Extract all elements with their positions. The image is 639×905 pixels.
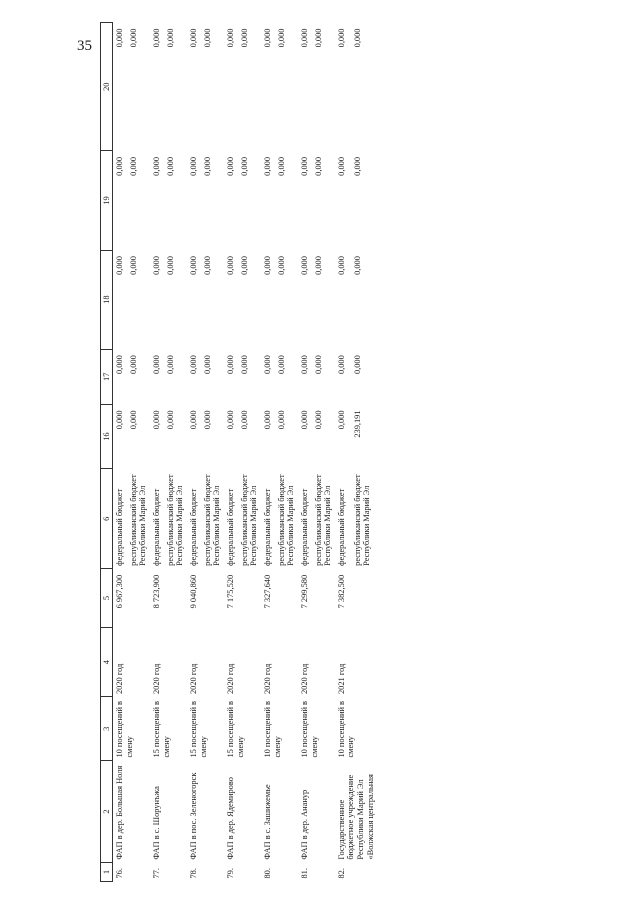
budget-source: республиканский бюджет Республики Марий Эл <box>239 474 259 566</box>
capacity: 10 посещений в смену <box>299 700 319 758</box>
value-v17: 0,000 <box>188 355 198 375</box>
table-row <box>150 23 164 882</box>
value-v17: 0,000 <box>225 355 235 375</box>
value-v16: 0,000 <box>336 410 346 430</box>
value-v18: 0,000 <box>262 256 272 275</box>
column-header: 19 <box>101 151 113 250</box>
budget-source: федеральный бюджет <box>262 488 272 566</box>
table-row <box>187 23 201 882</box>
column-header: 1 <box>101 863 113 882</box>
year: 2020 год <box>151 663 161 694</box>
value-v18: 0,000 <box>115 256 124 275</box>
value-v16: 0,000 <box>202 410 212 430</box>
column-header: 17 <box>101 349 113 404</box>
value-v18: 0,000 <box>165 256 175 275</box>
column-header: 18 <box>101 250 113 349</box>
value-v16: 0,000 <box>165 410 175 430</box>
value-v18: 0,000 <box>128 256 138 275</box>
object-name: ФАП в дер. Большая Ноля <box>115 765 124 860</box>
value-v17: 0,000 <box>276 355 286 375</box>
table-row <box>298 23 312 882</box>
value-v16: 239,191 <box>352 410 362 438</box>
value-v18: 0,000 <box>276 256 286 275</box>
capacity: 10 посещений в смену <box>262 700 282 758</box>
value-v18: 0,000 <box>313 256 323 275</box>
value-v16: 0,000 <box>115 410 124 430</box>
value-v18: 0,000 <box>202 256 212 275</box>
value-v19: 0,000 <box>225 156 235 176</box>
capacity: 15 посещений в смену <box>151 700 171 758</box>
value-v19: 0,000 <box>313 156 323 176</box>
row-number: 77. <box>151 868 161 879</box>
table-body <box>113 23 378 882</box>
row-number: 80. <box>262 868 272 879</box>
value-v18: 0,000 <box>239 256 249 275</box>
value-v17: 0,000 <box>239 355 249 375</box>
value-v20: 0,000 <box>115 28 124 48</box>
value-v19: 0,000 <box>239 156 249 176</box>
budget-source: республиканский бюджет Республики Марий Эл <box>165 474 185 566</box>
value-v20: 0,000 <box>336 28 346 48</box>
row-number: 79. <box>225 868 235 879</box>
budget-source: республиканский бюджет Республики Марий Эл <box>128 474 148 566</box>
total-cost: 7 327,640 <box>262 574 272 609</box>
value-v16: 0,000 <box>128 410 138 430</box>
value-v18: 0,000 <box>299 256 309 275</box>
value-v19: 0,000 <box>151 156 161 176</box>
budget-source: федеральный бюджет <box>299 488 309 566</box>
table-row <box>224 23 238 882</box>
budget-source: федеральный бюджет <box>188 488 198 566</box>
column-header: 6 <box>101 469 113 569</box>
budget-source: федеральный бюджет <box>336 488 346 566</box>
value-v19: 0,000 <box>202 156 212 176</box>
value-v20: 0,000 <box>188 28 198 48</box>
value-v16: 0,000 <box>225 410 235 430</box>
object-name: ФАП в с. Шорунъжа <box>151 786 161 860</box>
budget-source: республиканский бюджет Республики Марий Эл <box>313 474 333 566</box>
value-v19: 0,000 <box>352 156 362 176</box>
row-number: 82. <box>336 868 346 879</box>
row-number: 76. <box>115 868 124 879</box>
value-v20: 0,000 <box>225 28 235 48</box>
capacity: 15 посещений в смену <box>188 700 208 758</box>
total-cost: 7 299,580 <box>299 574 309 609</box>
year: 2020 год <box>188 663 198 694</box>
value-v18: 0,000 <box>336 256 346 275</box>
page-number: 35 <box>77 38 92 54</box>
value-v18: 0,000 <box>352 256 362 275</box>
table-row <box>261 23 275 882</box>
budget-source: республиканский бюджет Республики Марий Эл <box>352 474 372 566</box>
value-v20: 0,000 <box>313 28 323 48</box>
value-v19: 0,000 <box>165 156 175 176</box>
value-v17: 0,000 <box>151 355 161 375</box>
value-v20: 0,000 <box>165 28 175 48</box>
column-header: 4 <box>101 627 113 697</box>
column-header: 5 <box>101 569 113 627</box>
row-number: 78. <box>188 868 198 879</box>
budget-source: федеральный бюджет <box>115 488 124 566</box>
value-v19: 0,000 <box>336 156 346 176</box>
object-name: Государственное бюджетное учреждение Республики Марий Эл «Волжская центральная <box>336 774 375 860</box>
total-cost: 6 967,300 <box>115 574 124 609</box>
value-v16: 0,000 <box>151 410 161 430</box>
row-number: 81. <box>299 868 309 879</box>
value-v20: 0,000 <box>299 28 309 48</box>
column-header: 3 <box>101 697 113 761</box>
object-name: ФАП в с. Зашижемье <box>262 784 272 860</box>
value-v17: 0,000 <box>299 355 309 375</box>
value-v16: 0,000 <box>276 410 286 430</box>
object-name: ФАП в дер. Ядемирово <box>225 777 235 860</box>
value-v17: 0,000 <box>202 355 212 375</box>
table-row <box>113 23 127 882</box>
value-v20: 0,000 <box>151 28 161 48</box>
value-v17: 0,000 <box>128 355 138 375</box>
value-v16: 0,000 <box>299 410 309 430</box>
value-v20: 0,000 <box>239 28 249 48</box>
year: 2020 год <box>225 663 235 694</box>
value-v19: 0,000 <box>188 156 198 176</box>
object-name: ФАП в дер. Ананур <box>299 789 309 860</box>
year: 2021 год <box>336 663 346 694</box>
year: 2020 год <box>115 663 124 694</box>
value-v19: 0,000 <box>128 156 138 176</box>
table-row <box>335 23 351 882</box>
column-header: 16 <box>101 404 113 468</box>
value-v19: 0,000 <box>276 156 286 176</box>
value-v17: 0,000 <box>352 355 362 375</box>
capacity: 15 посещений в смену <box>225 700 245 758</box>
budget-source: федеральный бюджет <box>151 488 161 566</box>
value-v16: 0,000 <box>239 410 249 430</box>
value-v17: 0,000 <box>336 355 346 375</box>
capacity: 10 посещений в смену <box>115 700 134 758</box>
value-v17: 0,000 <box>313 355 323 375</box>
total-cost: 7 382,500 <box>336 574 346 609</box>
year: 2020 год <box>299 663 309 694</box>
value-v19: 0,000 <box>299 156 309 176</box>
value-v16: 0,000 <box>313 410 323 430</box>
budget-source: республиканский бюджет Республики Марий Эл <box>276 474 296 566</box>
column-header: 20 <box>101 23 113 151</box>
header-row <box>101 23 113 882</box>
capacity: 10 посещений в смену <box>336 700 356 758</box>
value-v18: 0,000 <box>188 256 198 275</box>
year: 2020 год <box>262 663 272 694</box>
value-v19: 0,000 <box>262 156 272 176</box>
value-v20: 0,000 <box>128 28 138 48</box>
value-v19: 0,000 <box>115 156 124 176</box>
value-v18: 0,000 <box>151 256 161 275</box>
value-v17: 0,000 <box>262 355 272 375</box>
total-cost: 7 175,520 <box>225 574 235 609</box>
value-v17: 0,000 <box>165 355 175 375</box>
value-v20: 0,000 <box>352 28 362 48</box>
column-header: 2 <box>101 761 113 863</box>
budget-table <box>100 22 377 882</box>
value-v20: 0,000 <box>262 28 272 48</box>
total-cost: 8 723,900 <box>151 574 161 609</box>
object-name: ФАП в пос. Зеленогорск <box>188 772 198 860</box>
budget-source: республиканский бюджет Республики Марий Эл <box>202 474 222 566</box>
value-v18: 0,000 <box>225 256 235 275</box>
total-cost: 9 040,860 <box>188 574 198 609</box>
value-v17: 0,000 <box>115 355 124 375</box>
value-v16: 0,000 <box>262 410 272 430</box>
budget-source: федеральный бюджет <box>225 488 235 566</box>
value-v20: 0,000 <box>276 28 286 48</box>
value-v20: 0,000 <box>202 28 212 48</box>
value-v16: 0,000 <box>188 410 198 430</box>
